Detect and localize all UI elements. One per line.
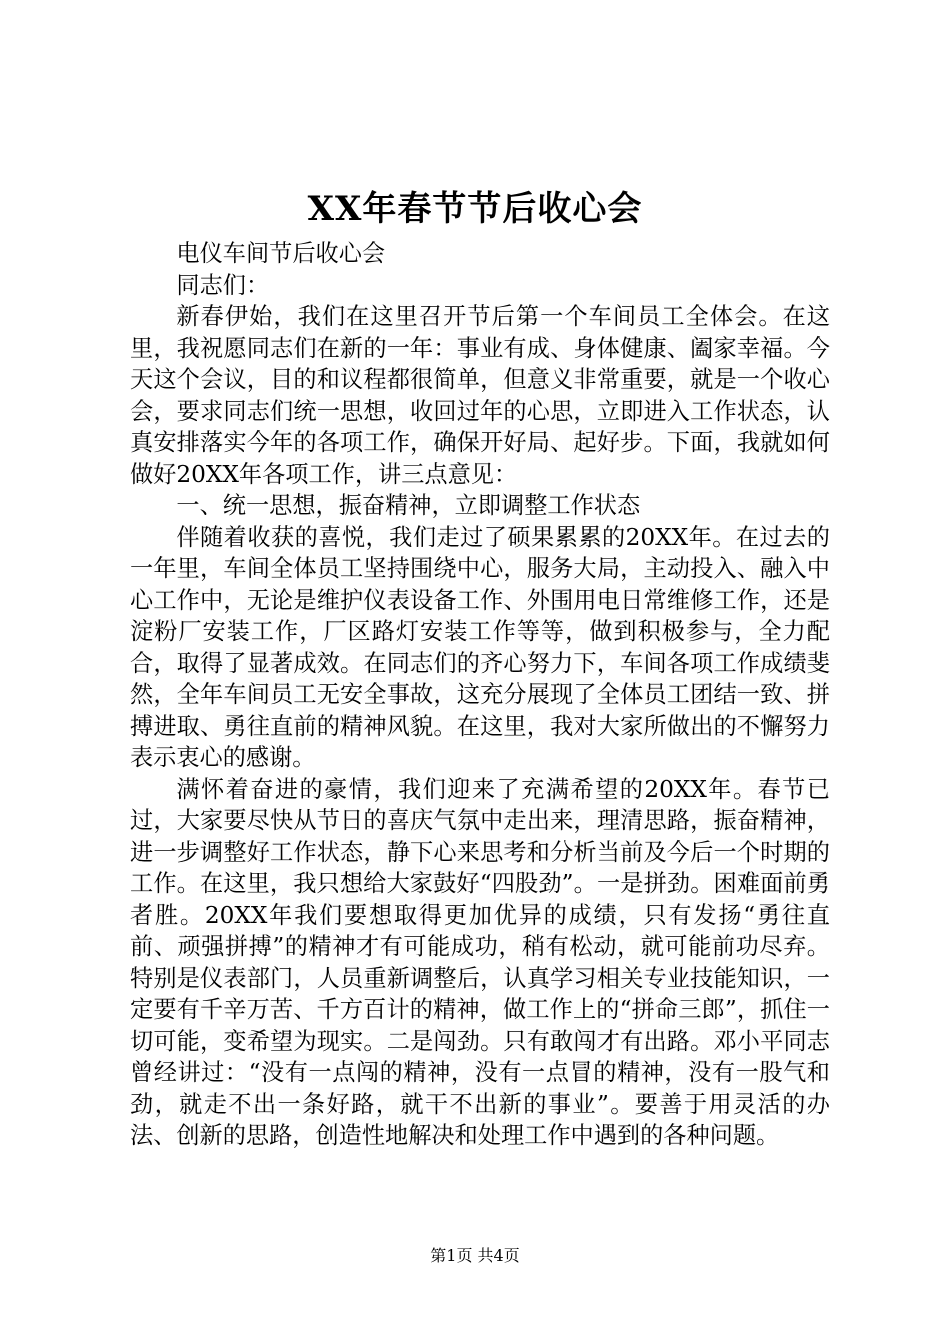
document-body <box>130 238 830 1152</box>
subtitle-paragraph: 电仪车间节后收心会 <box>176 240 386 267</box>
section-heading: 一、统一思想，振奋精神，立即调整工作状态 <box>176 492 641 519</box>
document-title: XX年春节节后收心会 <box>307 189 643 229</box>
opening-paragraph: 新春伊始，我们在这里召开节后第一个车间员工全体会。在这里，我祝愿同志们在新的一年：事业有成、身体健康、阖家幸福。今天这个会议，目的和议程都很简单，但意义非常重要，就是一个收心会，要求同志们统一思想，收回过年的心思，立即进入工作状态，认真安排落实今年的各项工作，确保开好局、起好步。下面，我就如何做好20XX年各项工作，讲三点意见： <box>130 303 830 488</box>
page-number-footer: 第1页 共4页 <box>430 1246 520 1265</box>
salutation-paragraph: 同志们： <box>176 271 270 299</box>
outlook-paragraph: 满怀着奋进的豪情，我们迎来了充满希望的20XX年。春节已过，大家要尽快从节日的喜庆气氛中走出来，理清思路，振奋精神，进一步调整好工作状态，静下心来思考和分析当前及今后一个时期的工作。在这里，我只想给大家鼓好“四股劲”。一是拼劲。困难面前勇者胜。20XX年我们要想取得更加优异的成绩，只有发扬“勇往直前、顽强拼搏”的精神才有可能成功，稍有松动，就可能前功尽弃。特别是仪表部门，人员重新调整后，认真学习相关专业技能知识，一定要有千辛万苦、千方百计的精神，做工作上的“拼命三郎”，抓住一切可能，变希望为现实。二是闯劲。只有敢闯才有出路。邓小平同志曾经讲过：“没有一点闯的精神，没有一点冒的精神，没有一股气和劲，就走不出一条好路，就干不出新的事业”。要善于用灵活的办法、创新的思路，创造性地解决和处理工作中遇到的各种问题。 <box>130 775 830 1149</box>
review-paragraph: 伴随着收获的喜悦，我们走过了硕果累累的20XX年。在过去的一年里，车间全体员工坚持围绕中心，服务大局，主动投入、融入中心工作中，无论是维护仪表设备工作、外围用电日常维修工作，还是淀粉厂安装工作，厂区路灯安装工作等等，做到积极参与，全力配合，取得了显著成效。在同志们的齐心努力下，车间各项工作成绩斐然，全年车间员工无安全事故，这充分展现了全体员工团结一致、拼搏进取、勇往直前的精神风貌。在这里，我对大家所做出的不懈努力表示衷心的感谢。 <box>130 523 830 771</box>
